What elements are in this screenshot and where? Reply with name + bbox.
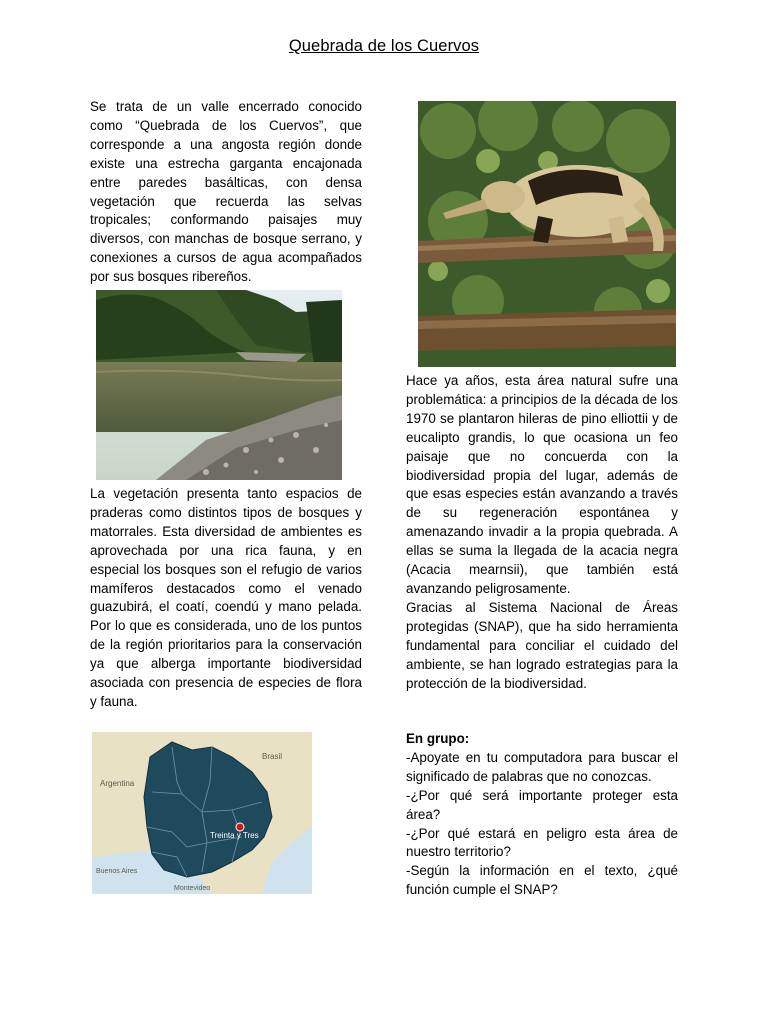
map-label-argentina: Argentina	[100, 779, 135, 788]
group-task: -Según la información en el texto, ¿qué función cumple el SNAP?	[406, 863, 678, 898]
map-label-montevideo: Montevideo	[174, 885, 211, 892]
group-task: -Apoyate en tu computadora para buscar el significado de palabras que no conozcas.	[406, 749, 678, 784]
map-label-brasil: Brasil	[262, 752, 283, 761]
group-task: -¿Por qué será importante proteger esta área?	[406, 787, 678, 822]
anteater-photo	[418, 101, 676, 367]
group-activity	[406, 730, 678, 900]
vegetation-paragraph: La vegetación presenta tanto espacios de praderas como distintos tipos de bosques y matorrales. Esta diversidad de ambientes es aprovechada por una rica fauna, y en especial los bosques son el refugio de varios mamíferos destacados como el venado guazubirá, el coatí, coendú y mano pelada. Por lo que es considerada, uno de los puntos de la región prioritarios para la conservación ya que alberga importante biodiversidad asociada con presencia de especies de flora y fauna.	[90, 486, 362, 709]
problem-paragraph	[406, 372, 678, 693]
group-task: -¿Por qué estará en peligro esta área de nuestro territorio?	[406, 825, 678, 860]
snap-text: Gracias al Sistema Nacional de Áreas protegidas (SNAP), que ha sido herramienta fundamental para conciliar el cuidado del ambiente, se han logrado estrategias para la protección de la biodiversidad.	[406, 599, 678, 691]
river-photo	[96, 290, 342, 480]
group-heading: En grupo:	[406, 731, 470, 746]
page-title: Quebrada de los Cuervos	[288, 37, 480, 55]
uruguay-map	[92, 732, 312, 894]
map-label-treinta: Treinta y Tres	[210, 831, 259, 840]
problem-text: Hace ya años, esta área natural sufre una problemática: a principios de la década de los 1970 se plantaron hileras de pino elliottii y de eucalipto grandis, lo que ocasiona un feo paisaje que no concuerda con la biodiversidad propia del lugar, además de que esas especies están avanzando a través de su regeneración espontánea y amenazando invadir a la propia quebrada. A ellas se suma la llegada de la acacia negra (Acacia mearnsii), que también está avanzando peligrosamente.	[406, 373, 678, 596]
location-marker	[236, 823, 244, 831]
map-label-buenos-aires: Buenos Aires	[96, 868, 138, 875]
intro-paragraph: Se trata de un valle encerrado conocido como “Quebrada de los Cuervos”, que corresponde a una angosta región donde existe una estrecha garganta encajonada entre paredes basálticas, con densa vegetación que recuerda las selvas tropicales; conformando paisajes muy diversos, con manchas de bosque serrano, y conexiones a cursos de agua acompañados por sus bosques ribereños.	[90, 99, 362, 285]
